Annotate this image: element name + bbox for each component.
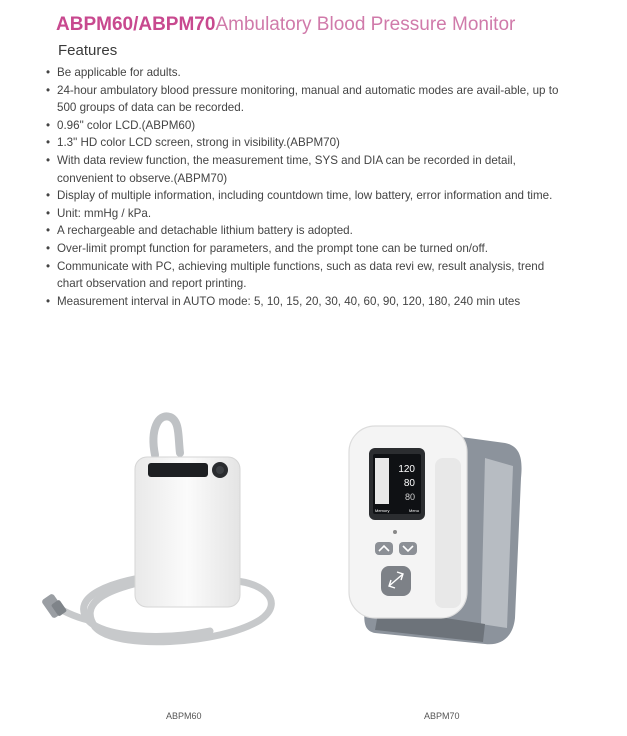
page-title	[56, 14, 515, 36]
abpm60-device-image	[40, 405, 290, 655]
feature-item: • A rechargeable and detachable lithium battery is adopted.	[44, 222, 564, 240]
screen-softkey-left: Memory	[375, 508, 390, 513]
screen-pulse: 80	[404, 492, 415, 502]
screen-dia: 80	[403, 478, 415, 489]
down-button	[399, 542, 417, 555]
feature-item: • 24-hour ambulatory blood pressure monitoring, manual and automatic modes are avail-able, up to 500 groups of data can be recorded.	[44, 82, 564, 117]
title-model: ABPM60/ABPM70	[56, 14, 216, 35]
section-subtitle: Features	[58, 42, 118, 59]
abpm70-device-image	[335, 418, 535, 658]
feature-item: • Display of multiple information, including countdown time, low battery, error information and time.	[44, 187, 564, 205]
caption-abpm70: ABPM70	[424, 711, 460, 721]
feature-item: • Communicate with PC, achieving multiple functions, such as data revi ew, result analysis, trend chart observation and report printing.	[44, 258, 564, 293]
screen-softkey-right: Menu	[408, 508, 419, 513]
feature-item: • Measurement interval in AUTO mode: 5, 10, 15, 20, 30, 40, 60, 90, 120, 180, 240 min utes	[44, 293, 564, 311]
feature-item: • With data review function, the measurement time, SYS and DIA can be recorded in detail, convenient to observe.(ABPM70)	[44, 152, 564, 187]
caption-abpm60: ABPM60	[166, 711, 202, 721]
feature-item: • 1.3" HD color LCD screen, strong in visibility.(ABPM70)	[44, 134, 564, 152]
up-button	[375, 542, 393, 555]
title-description: Ambulatory Blood Pressure Monitor	[215, 14, 516, 35]
tube-connector	[41, 593, 67, 619]
feature-item: • 0.96" color LCD.(ABPM60)	[44, 117, 564, 135]
start-button	[381, 566, 411, 596]
feature-item: • Over-limit prompt function for parameters, and the prompt tone can be turned on/off.	[44, 240, 564, 258]
top-tube	[153, 416, 180, 455]
feature-item: • Be applicable for adults.	[44, 64, 564, 82]
feature-list	[44, 64, 564, 310]
abpm60-body	[135, 457, 240, 607]
abpm60-screen	[148, 463, 208, 477]
screen-sys: 120	[398, 464, 415, 475]
feature-item: • Unit: mmHg / kPa.	[44, 205, 564, 223]
